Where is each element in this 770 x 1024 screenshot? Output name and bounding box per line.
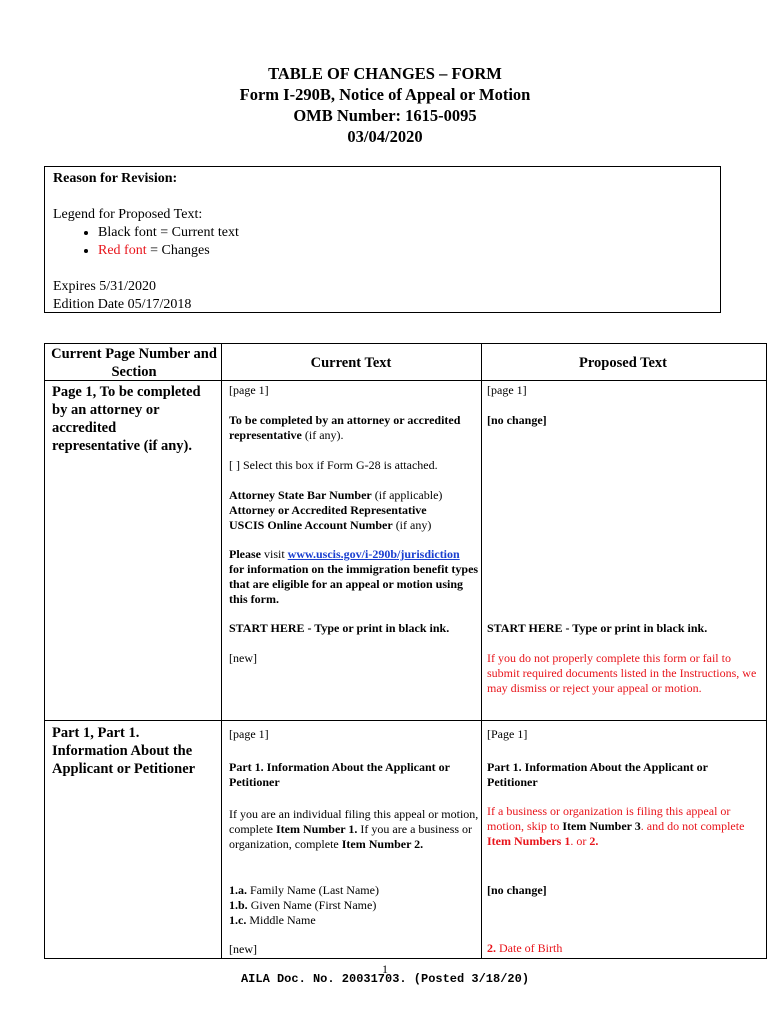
proposed-part1-page-label: [Page 1] — [487, 727, 528, 741]
header-form-name: Form I-290B, Notice of Appeal or Motion — [239, 85, 531, 104]
current-part1-heading: Part 1. Information About the Applicant or Petitioner — [229, 760, 450, 789]
proposed-no-change: [no change] — [487, 413, 547, 427]
current-part1-page-label: [page 1] — [229, 727, 269, 741]
jurisdiction-link[interactable]: www.uscis.gov/i-290b/jurisdiction — [287, 547, 460, 561]
legend-item-red: • Red font = Changes — [98, 242, 712, 260]
section-part1: Part 1, Part 1. Information About the Applicant or Petitioner — [52, 725, 196, 777]
header-omb-number: OMB Number: 1615-0095 — [293, 106, 477, 125]
current-new-marker: [new] — [229, 651, 257, 665]
current-attorney-heading: To be completed by an attorney or accredited representative (if any). — [229, 413, 461, 442]
expires-text: Expires 5/31/2020 — [53, 279, 157, 294]
header-title: TABLE OF CHANGES – FORM — [268, 64, 502, 83]
column-header-current: Current Text — [310, 355, 392, 371]
page-number: 1 — [382, 962, 388, 976]
current-dob-new-marker: [new] — [229, 942, 257, 956]
revision-box — [44, 166, 721, 313]
proposed-business-instructions: If a business or organization is filing this appeal or motion, skip to Item Number 3. and do not complete Item Numbers 1. or 2. — [487, 804, 745, 848]
column-header-section: Current Page Number and Section — [51, 346, 217, 380]
header-date: 03/04/2020 — [347, 127, 423, 146]
current-page-label: [page 1] — [229, 383, 269, 397]
document-header — [0, 63, 770, 147]
column-header-proposed: Proposed Text — [579, 355, 667, 371]
current-start-here: START HERE - Type or print in black ink. — [229, 621, 450, 635]
current-g28-checkbox-text: [ ] Select this box if Form G-28 is attached. — [229, 458, 438, 472]
current-individual-instructions: If you are an individual filing this appeal or motion, complete Item Number 1. If you are a business or organization, complete Item Number 2. — [229, 807, 479, 851]
changes-table — [44, 343, 767, 959]
proposed-start-here: START HERE - Type or print in black ink. — [487, 621, 708, 635]
revision-title: Reason for Revision: — [53, 171, 178, 186]
section-page1: Page 1, To be completed by an attorney or accredited representative (if any). — [52, 384, 201, 454]
proposed-name-no-change: [no change] — [487, 883, 547, 897]
proposed-date-of-birth: 2. Date of Birth — [487, 941, 563, 955]
proposed-dismiss-warning: If you do not properly complete this form or fail to submit required documents listed in the Instructions, we may dismiss or reject your appeal or motion. — [487, 651, 757, 695]
legend-list — [53, 224, 712, 260]
legend-item-black: • Black font = Current text — [98, 224, 712, 242]
aila-footer: AILA Doc. No. 20031703. (Posted 3/18/20) — [240, 972, 530, 986]
legend-label: Legend for Proposed Text: — [53, 207, 203, 222]
current-attorney-fields: Attorney State Bar Number (if applicable) Attorney or Accredited Representative USCIS Online Account Number (if any) — [229, 488, 443, 532]
current-jurisdiction-text: Please visit www.uscis.gov/i-290b/jurisdiction for information on the immigration benefit types that are eligible for an appeal or motion using this form. — [229, 547, 479, 606]
edition-date-text: Edition Date 05/17/2018 — [53, 297, 192, 312]
current-name-fields: 1.a. Family Name (Last Name) 1.b. Given Name (First Name) 1.c. Middle Name — [229, 883, 379, 927]
proposed-page-label: [page 1] — [487, 383, 527, 397]
proposed-part1-heading: Part 1. Information About the Applicant or Petitioner — [487, 760, 708, 789]
